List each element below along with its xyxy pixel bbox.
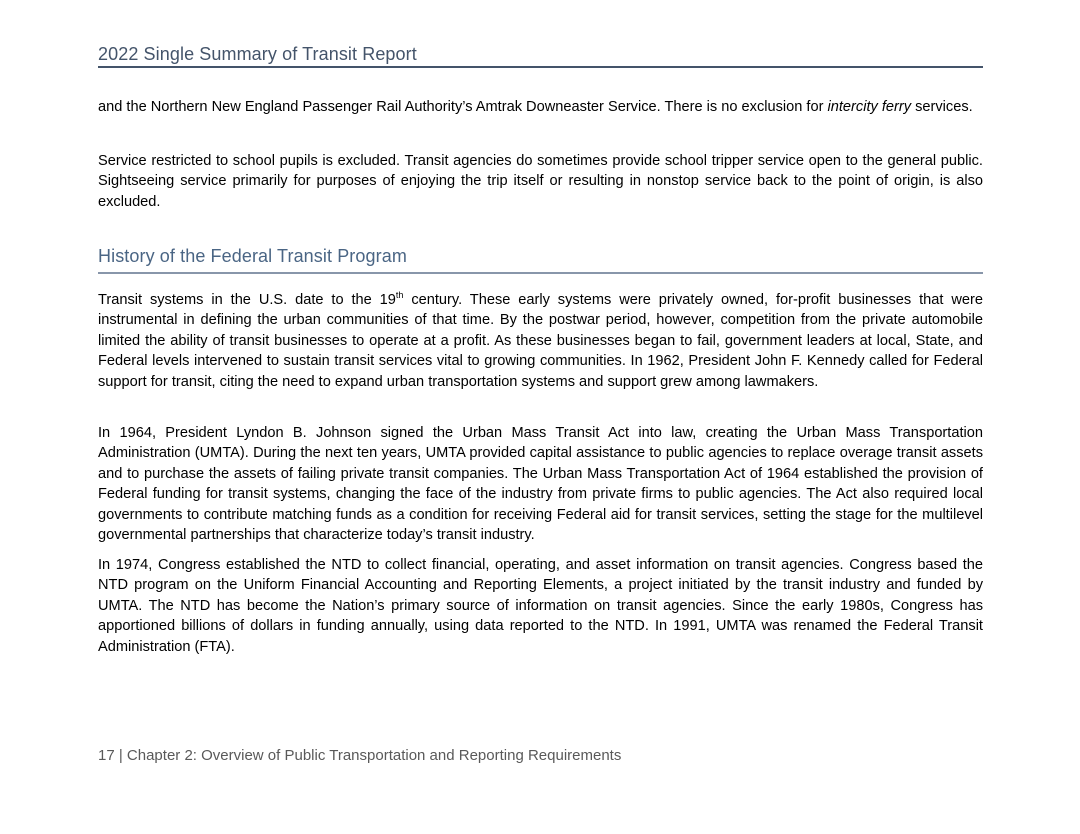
history-paragraph-1	[98, 290, 983, 392]
superscript-th: th	[395, 290, 404, 301]
intro-paragraph-2: Service restricted to school pupils is excluded. Transit agencies do sometimes provide school tripper service open to the general public. Sightseeing service primarily for purposes of enjoying the trip itself or resulting in nonstop service back to the point of origin, is also excluded.	[98, 153, 983, 210]
section-divider	[98, 272, 983, 274]
section-heading: History of the Federal Transit Program	[98, 246, 407, 266]
history-paragraph-2: In 1964, President Lyndon B. Johnson signed the Urban Mass Transit Act into law, creating the Urban Mass Transportation Administration (UMTA). During the next ten years, UMTA provided capital assistance to public agencies to replace overage transit assets and to purchase the assets of failing private transit companies. The Urban Mass Transportation Act of 1964 established the provision of Federal funding for transit systems, changing the face of the industry from private firms to public agencies. The Act also required local governments to contribute matching funds as a condition for receiving Federal aid for transit services, setting the stage for the multilevel governmental partnerships that characterize today’s transit industry.	[98, 425, 983, 544]
intro-paragraph-1	[98, 97, 983, 117]
header-divider	[98, 66, 983, 68]
intro-paragraph-1-text-b: services.	[911, 99, 973, 115]
history-paragraph-3: In 1974, Congress established the NTD to collect financial, operating, and asset information on transit agencies. Congress based the NTD program on the Uniform Financial Accounting and Reporting Elements, a project initiated by the transit industry and funded by UMTA. The NTD has become the Nation’s primary source of information on transit agencies. Since the early 1980s, Congress has apportioned billions of dollars in funding annually, using data reported to the NTD. In 1991, UMTA was renamed the Federal Transit Administration (FTA).	[98, 557, 983, 655]
intro-paragraph-1-italic: intercity ferry	[827, 99, 912, 115]
document-page	[98, 0, 983, 834]
history-paragraph-1-text-b: century. These early systems were privately owned, for-profit businesses that were instrumental in defining the urban communities of that time. By the postwar period, however, competition from the private automobile limited the ability of transit businesses to operate at a profit. As these businesses began to fail, government leaders at local, State, and Federal levels intervened to sustain transit services vital to growing communities. In 1962, President John F. Kennedy called for Federal support for transit, citing the need to expand urban transportation systems and support grew among lawmakers.	[98, 292, 983, 390]
running-header-title: 2022 Single Summary of Transit Report	[98, 44, 417, 64]
intro-paragraph-1-text-a: and the Northern New England Passenger Rail Authority’s Amtrak Downeaster Service. There is no exclusion for	[98, 99, 828, 115]
history-paragraph-1-text-a: Transit systems in the U.S. date to the 19	[98, 292, 396, 308]
page-footer: 17 | Chapter 2: Overview of Public Transportation and Reporting Requirements	[98, 747, 622, 764]
